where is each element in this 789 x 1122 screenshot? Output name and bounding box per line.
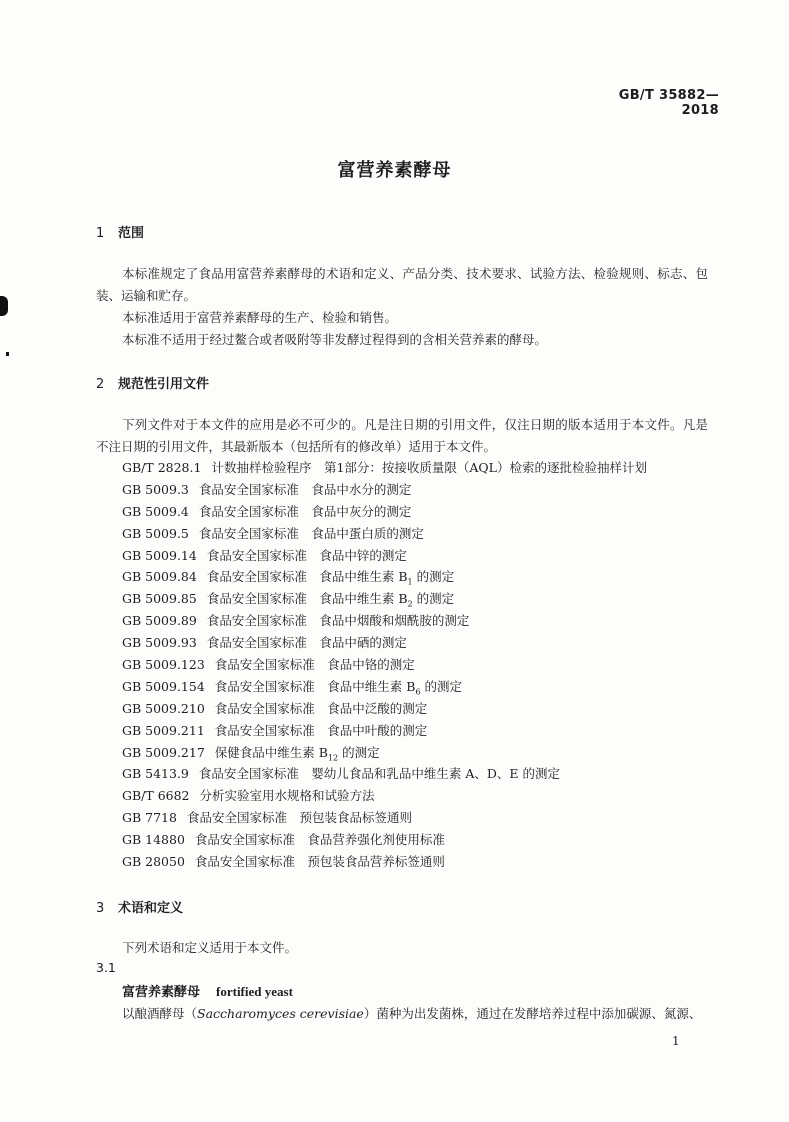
term-entry: [122, 981, 293, 1000]
reference-title: 食品安全国家标准 食品中锌的测定: [206, 547, 407, 563]
reference-code: GB 5413.9: [122, 766, 189, 782]
reference-item: [122, 545, 722, 567]
reference-title: 食品安全国家标准 食品中铬的测定: [214, 657, 415, 673]
reference-title: 食品安全国家标准 食品中叶酸的测定: [214, 722, 428, 738]
reference-code: GB 5009.14: [122, 547, 197, 563]
subscript: 1: [407, 577, 413, 587]
reference-title: 食品安全国家标准 预包装食品营养标签通则: [194, 854, 445, 870]
scan-mark: [6, 352, 9, 356]
reference-title: 食品安全国家标准 食品营养强化剂使用标准: [194, 832, 445, 848]
section-number: 2: [96, 377, 105, 392]
scope-paragraph: 本标准规定了食品用富营养素酵母的术语和定义、产品分类、技术要求、试验方法、检验规则、标志、包装、运输和贮存。: [96, 266, 708, 303]
reference-item: [122, 742, 722, 764]
reference-item: [122, 763, 722, 785]
reference-title: 食品安全国家标准 食品中泛酸的测定: [214, 700, 428, 716]
reference-title: 分析实验室用水规格和试验方法: [199, 788, 375, 804]
reference-title: 食品安全国家标准 食品中烟酸和烟酰胺的测定: [206, 613, 470, 629]
reference-title: 食品安全国家标准 婴幼儿食品和乳品中维生素 A、D、E 的测定: [198, 766, 561, 782]
reference-title: 食品安全国家标准 食品中维生素 B: [206, 591, 408, 607]
reference-title: 食品安全国家标准 食品中水分的测定: [198, 481, 412, 497]
terms-intro: 下列术语和定义适用于本文件。: [122, 940, 298, 955]
reference-item: [122, 610, 722, 632]
reference-code: GB 5009.5: [122, 525, 189, 541]
reference-item: [122, 479, 722, 501]
reference-item: [122, 851, 722, 873]
reference-code: GB 5009.217: [122, 744, 205, 760]
reference-code: GB 5009.4: [122, 503, 189, 519]
reference-code: GB 5009.123: [122, 657, 205, 673]
reference-suffix: 的测定: [412, 569, 455, 585]
definition-species: Saccharomyces cerevisiae: [197, 1006, 364, 1021]
reference-code: GB 5009.84: [122, 569, 197, 585]
document-title: 富营养素酵母: [337, 160, 452, 181]
reference-suffix: 的测定: [412, 591, 455, 607]
reference-code: GB 5009.3: [122, 481, 189, 497]
reference-item: [122, 523, 722, 545]
subscript: 2: [407, 599, 413, 609]
section-3-heading: [96, 897, 183, 916]
reference-item: [122, 588, 722, 610]
section-title: 规范性引用文件: [118, 377, 210, 392]
reference-title: 食品安全国家标准 食品中灰分的测定: [198, 503, 412, 519]
reference-code: GB/T 6682: [122, 788, 190, 804]
reference-code: GB 5009.93: [122, 635, 197, 651]
reference-item: [122, 829, 722, 851]
term-english: fortified yeast: [216, 984, 293, 999]
subscript: 6: [415, 687, 421, 697]
reference-item: [122, 566, 722, 588]
subscript: 12: [327, 753, 339, 763]
term-definition: [122, 1003, 701, 1025]
section-2-heading: [96, 373, 209, 392]
reference-item: [122, 807, 722, 829]
scan-mark: [0, 296, 8, 316]
reference-title: 食品安全国家标准 食品中硒的测定: [206, 635, 407, 651]
standard-number: GB/T 35882—2018: [618, 88, 719, 118]
reference-code: GB 5009.89: [122, 613, 197, 629]
section-1-heading: [96, 222, 144, 241]
reference-title: 食品安全国家标准 预包装食品标签通则: [186, 810, 412, 826]
clause-number: 3.1: [96, 960, 116, 975]
definition-suffix: ）菌种为出发菌株，通过在发酵培养过程中添加碳源、氮源、: [363, 1006, 702, 1021]
reference-code: GB 5009.154: [122, 678, 205, 694]
reference-code: GB 5009.210: [122, 700, 205, 716]
section-title: 范围: [118, 226, 145, 241]
reference-title: 食品安全国家标准 食品中蛋白质的测定: [198, 525, 424, 541]
reference-item: [122, 720, 722, 742]
reference-title: 食品安全国家标准 食品中维生素 B: [206, 569, 408, 585]
reference-item: [122, 785, 722, 807]
scope-paragraph: 本标准不适用于经过鳌合或者吸附等非发酵过程得到的含相关营养素的酵母。: [122, 332, 548, 347]
reference-title: 计数抽样检验程序 第1部分：按接收质量限（AQL）检索的逐批检验抽样计划: [211, 460, 647, 475]
page-number: 1: [672, 1034, 680, 1048]
reference-code: GB 14880: [122, 832, 185, 848]
section-number: 1: [96, 226, 105, 241]
reference-title: 食品安全国家标准 食品中维生素 B: [214, 678, 416, 694]
reference-item: [122, 676, 722, 698]
reference-item: [122, 698, 722, 720]
reference-item: [122, 501, 722, 523]
reference-code: GB 7718: [122, 810, 177, 826]
reference-item: [122, 632, 722, 654]
definition-prefix: 以酿酒酵母（: [122, 1006, 198, 1021]
reference-item: [122, 457, 722, 479]
scope-paragraph: 本标准适用于富营养素酵母的生产、检验和销售。: [122, 310, 398, 325]
reference-code: GB 5009.85: [122, 591, 197, 607]
section-number: 3: [96, 901, 105, 916]
reference-item: [122, 654, 722, 676]
reference-list: [122, 457, 722, 873]
reference-code: GB/T 2828.1: [122, 460, 202, 475]
reference-suffix: 的测定: [420, 678, 463, 694]
section-title: 术语和定义: [118, 901, 184, 916]
reference-suffix: 的测定: [338, 744, 380, 760]
reference-code: GB 5009.211: [122, 722, 205, 738]
term-chinese: 富营养素酵母: [122, 985, 201, 1000]
reference-title: 保健食品中维生素 B: [214, 744, 328, 760]
reference-code: GB 28050: [122, 854, 185, 870]
references-intro: 下列文件对于本文件的应用是必不可少的。凡是注日期的引用文件，仅注日期的版本适用于本文件。凡是不注日期的引用文件，其最新版本（包括所有的修改单）适用于本文件。: [96, 417, 708, 454]
